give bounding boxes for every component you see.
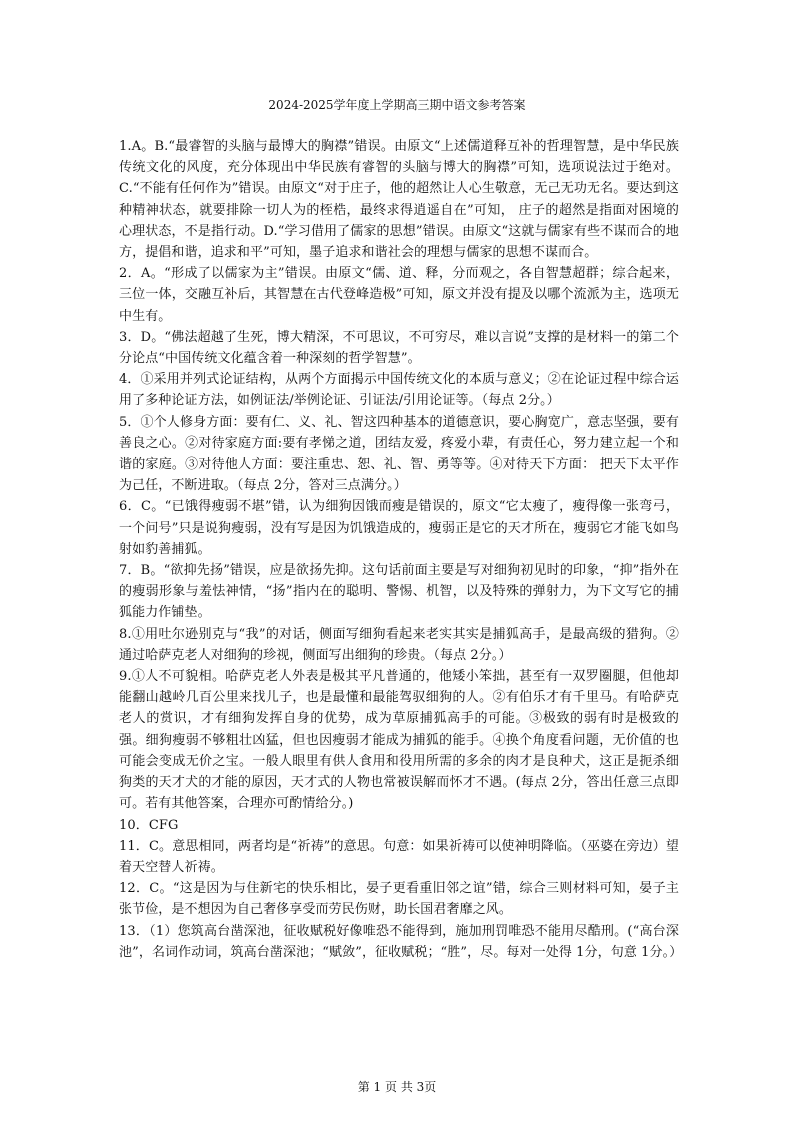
answer-3: 3．D。“佛法超越了生死，博大精深，不可思议，不可穷尽，难以言说”支撑的是材料一的第二个分论点“中国传统文化蕴含着一种深刻的哲学智慧”。 [119,329,679,367]
answer-4: 4．①采用并列式论证结构，从两个方面揭示中国传统文化的本质与意义；②在论证过程中综合运用了多种论证方法，如例证法/举例论证、引证法/引用论证等。（每点 2分。） [119,372,679,409]
answer-12: 12．C。“这是因为与住新宅的快乐相比，晏子更看重旧邻之谊”错，综合三则材料可知，晏子主张节俭，是不想因为自己奢侈享受而劳民伤财，助长国君奢靡之风。 [119,881,679,918]
answer-7: 7．B。“欲抑先扬”错误，应是欲扬先抑。这句话前面主要是写对细狗初见时的印象，“抑”指外在的瘦弱形象与羞怯神情，“扬”指内在的聪明、警惕、机智，以及特殊的弹射力，为下文写它的捕狐能力作铺垫。 [119,563,679,621]
answer-13: 13．（1）您筑高台凿深池，征收赋税好像唯恐不能得到，施加刑罚唯恐不能用尽酷刑。(“高台深池”，名词作动词，筑高台凿深池；“赋敛”，征收赋税；“胜”，尽。每对一处得 1分，句意 1分。） [119,923,683,960]
answer-11: 11．C。意思相同，两者均是“祈祷”的意思。句意：如果祈祷可以使神明降临。（巫婆在旁边）望着天空替人祈祷。 [119,838,679,875]
answer-8: 8.①用吐尔逊别克与“我”的对话，侧面写细狗看起来老实其实是捕狐高手，是最高级的猎狗。②通过哈萨克老人对细狗的珍视，侧面写出细狗的珍贵。（每点 2分。） [119,626,679,663]
answer-6: 6．C。“已饿得瘦弱不堪”错，认为细狗因饿而瘦是错误的，原文“它太瘦了，瘦得像一张弯弓，一个问号”只是说狗瘦弱，没有写是因为饥饿造成的，瘦弱正是它的天才所在，瘦弱它才能飞如鸟射如豹善捕狐。 [119,499,679,557]
answer-5: 5．①个人修身方面：要有仁、义、礼、智这四种基本的道德意识，要心胸宽广，意志坚强，要有善良之心。②对待家庭方面:要有孝悌之道，团结友爱，疼爱小辈，有责任心，努力建立起一个和谐的家庭。③对待他人方面：要注重忠、恕、礼、智、勇等等。④对待天下方面： 把天下太平作为己任，不断进取。（每点 2分，答对三点满分。） [119,414,679,494]
answer-list [119,136,683,963]
answer-2: 2．A。“形成了以儒家为主”错误。由原文“儒、道、释，分而观之，各自智慧超群；综合起来，三位一体，交融互补后，其智慧在古代登峰造极”可知，原文并没有提及以哪个流派为主，选项无中生有。 [119,266,679,324]
page-footer: 第 1 页 共 3页 [357,1080,437,1094]
answer-1: 1.A。B.“最睿智的头脑与最博大的胸襟”错误。由原文“上述儒道释互补的哲理智慧，是中华民族传统文化的风度，充分体现出中华民族有睿智的头脑与博大的胸襟”可知，选项说法过于绝对。C.“不能有任何作为”错误。由原文“对于庄子，他的超然让人心生敬意，无己无功无名。要达到这种精神状态，就要排除一切人为的桎梏，最终求得逍遥自在”可知， 庄子的超然是指面对困境的心理状态，不是指行动。D.“学习借用了儒家的思想”错误。由原文“这就与儒家有些不谋而合的地方，提倡和谐，追求和平”可知，墨子追求和谐社会的理想与儒家的思想不谋而合。 [119,139,679,261]
page-title: 2024-2025学年度上学期高三期中语文参考答案 [268,98,526,112]
answer-10: 10．CFG [119,817,179,833]
answer-9: 9.①人不可貌相。哈萨克老人外表是极其平凡普通的，他矮小笨拙，甚至有一双罗圈腿，但他却能翻山越岭几百公里来找儿子，也是最懂和最能驾驭细狗的人。②有伯乐才有千里马。有哈萨克老人的赏识，才有细狗发挥自身的优势，成为草原捕狐高手的可能。③极致的弱有时是极致的强。细狗瘦弱不够粗壮凶猛，但也因瘦弱才能成为捕狐的能手。④换个角度看问题，无价值的也可能会变成无价之宝。一般人眼里有供人食用和役用所需的多余的肉才是良种犬，这正是扼杀细狗类的天才犬的才能的原因，天才式的人物也常被误解而怀才不遇。(每点 2分，答出任意三点即可。若有其他答案，合理亦可酌情给分。) [119,669,679,812]
